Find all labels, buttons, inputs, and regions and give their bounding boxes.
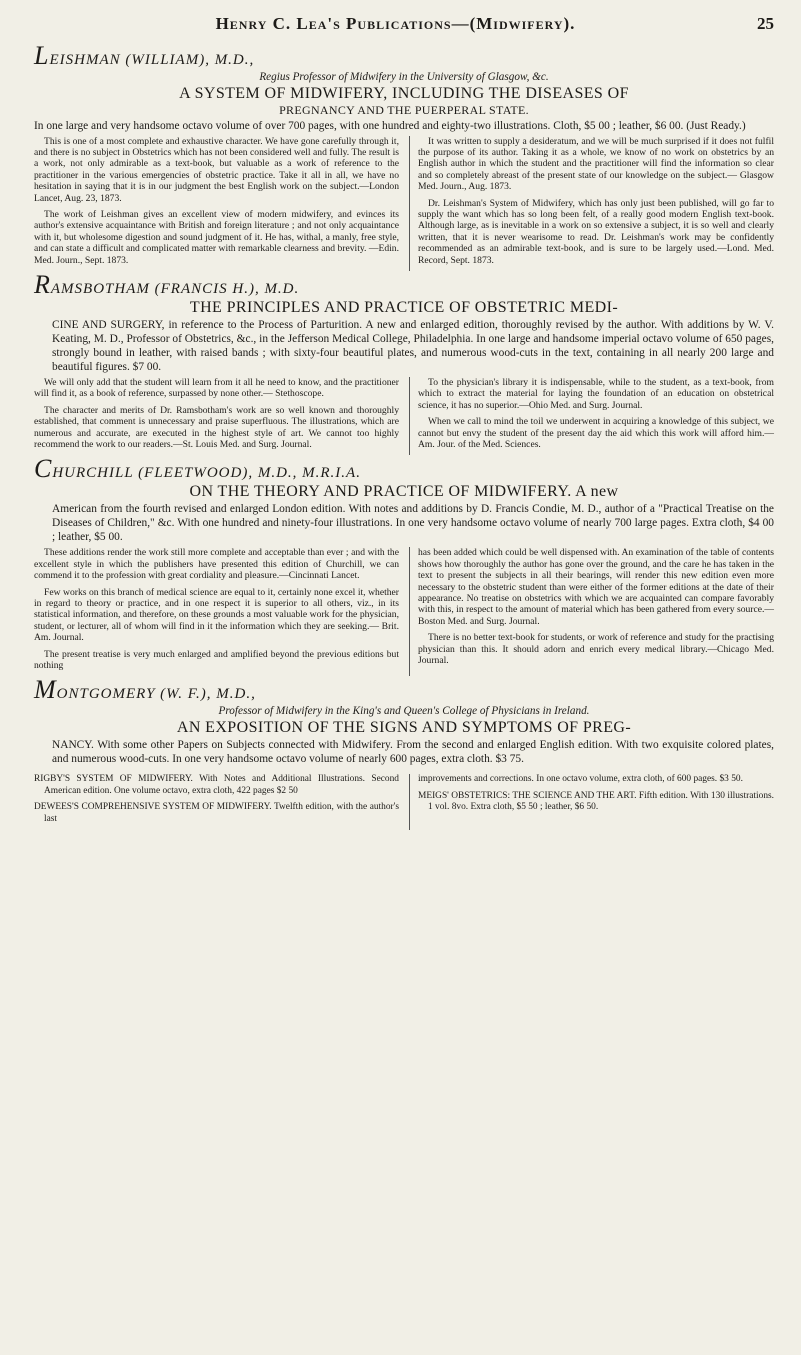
page [34, 14, 774, 830]
entry-churchill [34, 454, 774, 676]
author-name: EISHMAN (WILLIAM), M.D., [49, 52, 255, 68]
book-title: THE PRINCIPLES AND PRACTICE OF OBSTETRIC MEDI- [189, 298, 619, 316]
review-paragraph: This is one of a most complete and exhaustive character. We have gone carefully through it, and there is no subject in Obstetrics which has not been considered well and fully. The result is a work, not only admirable as a text-book, but valuable as a work of reference to the practitioner in the various emergencies of obstetric practice. Take it all in all, we have no hesitation in saying that it is in our judgment the best English work on the subject.—London Lancet, Aug. 23, 1873. [34, 135, 399, 204]
drop-cap: L [34, 41, 50, 70]
reviews [34, 377, 774, 455]
other-works-left-column [34, 774, 399, 830]
running-head [34, 14, 774, 42]
review-paragraph: There is no better text-book for students, or work of reference and study for the practising physician than this. It should adorn and enrich every medical library.—Chicago Med. Journal. [418, 632, 774, 667]
review-paragraph: It was written to supply a desideratum, and we will be much surprised if it does not fulfil the purpose of its author. Taking it as a whole, we know of no work on obstetrics by an English author in which the student and the practitioner will find the information so clear and so completely abreast of the present state of our knowledge on the subject.— Glasgow Med. Journ., Aug. 1873. [418, 135, 774, 193]
drop-cap: C [34, 454, 53, 484]
review-paragraph: Dr. Leishman's System of Midwifery, which has only just been published, will go far to supply the want which has so long been felt, of a really good modern English text-book. Although large, as is inevitable in a work on so extensive a subject, it is so well and clearly written, that it is never wearisome to read. Dr. Leishman's work may be confidently recommended as an admirable text-book, and is sure to be largely used.—Lond. Med. Record, Sept. 1873. [418, 197, 774, 266]
running-title: Henry C. Lea's Publications—(Midwifery). [215, 14, 576, 33]
author-affiliation: Professor of Midwifery in the King's and Queen's College of Physicians in Ireland. [218, 705, 590, 718]
reviews-left-column [34, 377, 399, 455]
drop-cap: R [34, 269, 51, 299]
review-paragraph: has been added which could be well dispensed with. An examination of the table of contents shows how thoroughly the author has gone over the ground, and the care he has taken in the text to present the subjects in all their bearings, will render this new edition even more necessary to the obstetric student than were either of the former editions at the date of their appearance. No treatise on obstetrics with which we are acquainted can compare favorably with this, in respect to the amount of material which has been gathered from every source.—Boston Med. and Surg. Journal. [418, 547, 774, 627]
reviews-right-column [409, 377, 774, 455]
author-name: ONTGOMERY (W. F.), M.D., [56, 686, 256, 703]
author-heading [34, 675, 774, 705]
book-description: In one large and very handsome octavo volume of over 700 pages, with one hundred and eighty-two illustrations. Cloth, $5 00 ; leather, $6 00. (Just Ready.) [34, 119, 746, 132]
drop-cap: M [34, 675, 57, 705]
other-works-list [34, 774, 774, 830]
reviews [34, 136, 774, 271]
entry-montgomery [34, 675, 774, 766]
other-works-right-column [409, 774, 774, 830]
page-number: 25 [757, 14, 774, 33]
book-title: A SYSTEM OF MIDWIFERY, INCLUDING THE DISEASES OF [179, 85, 629, 102]
author-heading [34, 454, 774, 484]
book-title: AN EXPOSITION OF THE SIGNS AND SYMPTOMS OF PREG- [176, 719, 632, 737]
reviews-left-column [34, 547, 399, 676]
author-heading [34, 41, 774, 70]
review-paragraph: To the physician's library it is indispensable, while to the student, as a text-book, from which to extract the material for laying the foundation of an education on obstetrical science, it has no superior.—Ohio Med. and Surg. Journal. [418, 376, 774, 411]
book-subtitle: PREGNANCY AND THE PUERPERAL STATE. [279, 103, 529, 117]
author-name: HURCHILL (FLEETWOOD), M.D., M.R.I.A. [52, 465, 361, 482]
reviews-left-column [34, 136, 399, 271]
reviews-right-column [409, 547, 774, 676]
list-item: RIGBY'S SYSTEM OF MIDWIFERY. With Notes and Additional Illustrations. Second American edition. One volume octavo, extra cloth, 422 pages $2 50 [34, 774, 399, 796]
book-description: CINE AND SURGERY, in reference to the Process of Parturition. A new and enlarged edition, thoroughly revised by the author. With additions by W. V. Keating, M. D., Professor of Obstetrics, &c., in the Jefferson Medical College, Philadelphia. In one large and handsome imperial octavo volume of 650 pages, strongly bound in leather, with raised bands ; with sixty-four beautiful plates, and numerous wood-cuts in the text, containing in all nearly 200 large and beautiful figures. $7 00. [52, 318, 774, 373]
review-paragraph: Few works on this branch of medical science are equal to it, certainly none excel it, whether in regard to theory or practice, and in one respect it is superior to all others, viz., in its statistical information, and therefore, on these grounds a most valuable work for the physician, student, or lecturer, all of whom will find in it the information which they are seeking.— Brit. Am. Journal. [34, 586, 399, 644]
review-paragraph: The character and merits of Dr. Ramsbotham's work are so well known and thoroughly established, that comment is unnecessary and praise superfluous. The illustrations, which are numerous and accurate, are executed in the highest style of art. We cannot too highly recommend the work to our readers.—St. Louis Med. and Surg. Journal. [34, 404, 399, 450]
entry-leishman [34, 41, 774, 271]
entry-ramsbotham [34, 269, 774, 455]
author-name: AMSBOTHAM (FRANCIS H.), M.D. [50, 280, 300, 297]
review-paragraph: We will only add that the student will learn from it all he need to know, and the practitioner will find it, as a book of reference, surpassed by none other.— Stethoscope. [34, 376, 399, 400]
review-paragraph: When we call to mind the toil we underwent in acquiring a knowledge of this subject, we cannot but envy the student of the present day the aid which this work will afford him.—Am. Jour. of the Med. Sciences. [418, 416, 774, 450]
list-item: MEIGS' OBSTETRICS: THE SCIENCE AND THE ART. Fifth edition. With 130 illustrations. 1 vol. 8vo. Extra cloth, $5 50 ; leather, $6 50. [418, 790, 774, 813]
review-paragraph: These additions render the work still more complete and acceptable than ever ; and with the excellent style in which the publishers have presented this edition of Churchill, we can commend it to the profession with great cordiality and pleasure.—Cincinnati Lancet. [34, 547, 399, 582]
review-paragraph: The work of Leishman gives an excellent view of modern midwifery, and evinces its author's extensive acquaintance with British and foreign literature ; and not only acquaintance with it, but wholesome digestion and sound judgment of it. He has, withal, a manly, free style, and can state a difficult and complicated matter with remarkable clearness and brevity. —Edin. Med. Journ., Sept. 1873. [34, 208, 399, 266]
book-description: NANCY. With some other Papers on Subjects connected with Midwifery. From the second and enlarged English edition. With two exquisite colored plates, and numerous wood-cuts. In one very handsome octavo volume of nearly 600 pages, extra cloth. $3 75. [52, 739, 774, 766]
reviews-right-column [409, 136, 774, 271]
list-item: improvements and corrections. In one octavo volume, extra cloth, of 600 pages. $3 50. [418, 774, 743, 785]
book-description: American from the fourth revised and enlarged London edition. With notes and additions by D. Francis Condie, M. D., author of a "Practical Treatise on the Diseases of Children," &c. With one hundred and ninety-four illustrations. In one very handsome octavo volume of nearly 700 large pages. Extra cloth, $4 00 ; leather, $5 00. [52, 503, 774, 544]
review-paragraph: The present treatise is very much enlarged and amplified beyond the previous editions but nothing [34, 648, 399, 672]
author-heading [34, 269, 774, 299]
author-affiliation: Regius Professor of Midwifery in the University of Glasgow, &c. [259, 71, 549, 83]
list-item: DEWEES'S COMPREHENSIVE SYSTEM OF MIDWIFERY. Twelfth edition, with the author's last [34, 802, 399, 824]
book-title: ON THE THEORY AND PRACTICE OF MIDWIFERY. A new [189, 483, 619, 501]
reviews [34, 547, 774, 676]
